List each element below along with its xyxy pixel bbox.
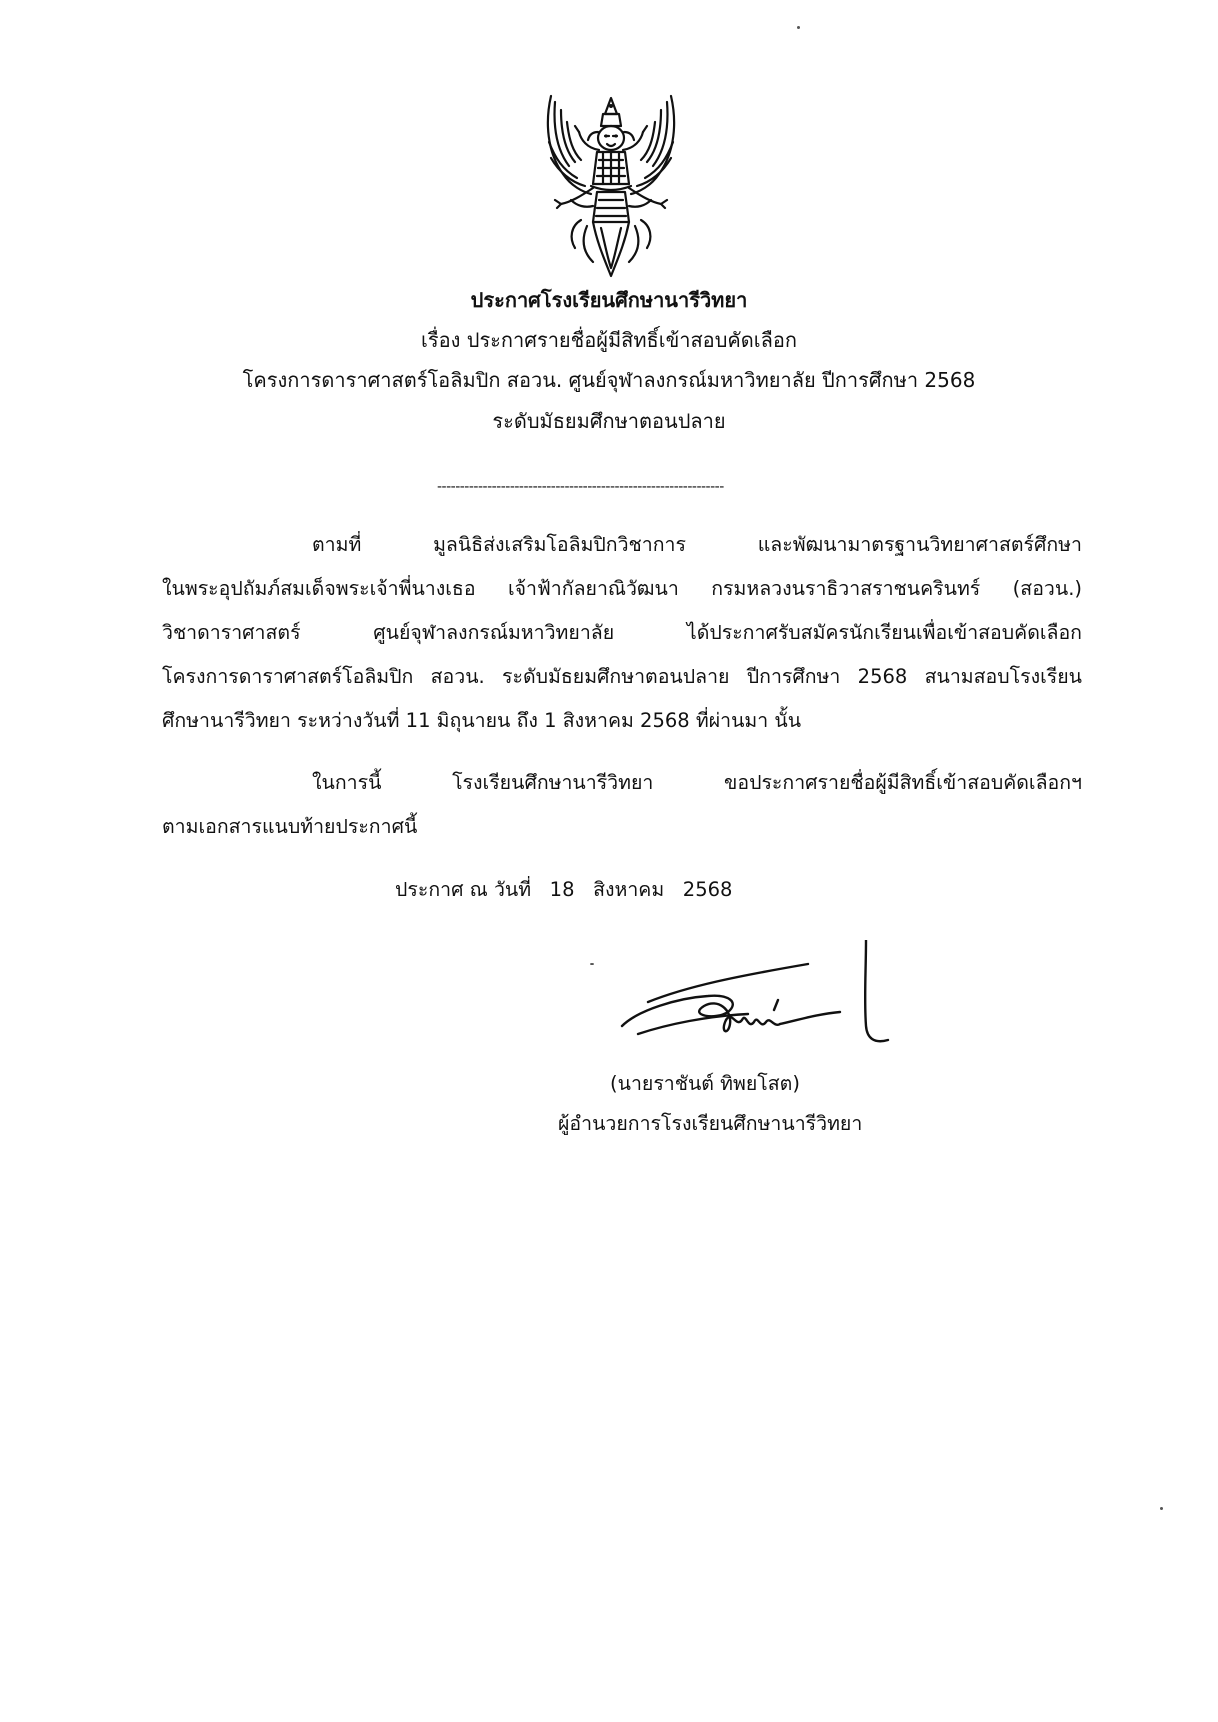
- paragraph-2-line-2: ตามเอกสารแนบท้ายประกาศนี้: [162, 815, 418, 838]
- paragraph-1-line-4: โครงการดาราศาสตร์โอลิมปิก สอวน. ระดับมัธยมศึกษาตอนปลาย ปีการศึกษา 2568 สนามสอบโรงเรียน: [162, 665, 1082, 688]
- announcement-project: โครงการดาราศาสตร์โอลิมปิก สอวน. ศูนย์จุฬาลงกรณ์มหาวิทยาลัย ปีการศึกษา 2568: [242, 368, 976, 392]
- scan-speck: [1160, 1507, 1163, 1510]
- scan-speck: [797, 26, 800, 29]
- announcement-title: ประกาศโรงเรียนศึกษานารีวิทยา: [470, 288, 748, 312]
- heading-separator: ---------------------------------------------------------------: [437, 479, 724, 495]
- announcement-date: ประกาศ ณ วันที่ 18 สิงหาคม 2568: [395, 878, 733, 901]
- paragraph-1-line-5: ศึกษานารีวิทยา ระหว่างวันที่ 11 มิถุนายน ถึง 1 สิงหาคม 2568 ที่ผ่านมา นั้น: [162, 709, 802, 732]
- announcement-level: ระดับมัธยมศึกษาตอนปลาย: [492, 409, 726, 433]
- paragraph-1-line-2: ในพระอุปถัมภ์สมเด็จพระเจ้าพี่นางเธอ เจ้าฟ้ากัลยาณิวัฒนา กรมหลวงนราธิวาสราชนครินทร์ (สอวน.): [162, 577, 1082, 600]
- signer-position: ผู้อำนวยการโรงเรียนศึกษานารีวิทยา: [558, 1112, 863, 1135]
- handwritten-signature-icon: [608, 940, 898, 1060]
- signer-name: (นายราชันต์ ทิพยโสต): [610, 1072, 800, 1095]
- paragraph-1-line-3: วิชาดาราศาสตร์ ศูนย์จุฬาลงกรณ์มหาวิทยาลัย ได้ประกาศรับสมัครนักเรียนเพื่อเข้าสอบคัดเลือก: [162, 621, 1082, 644]
- announcement-subject: เรื่อง ประกาศรายชื่อผู้มีสิทธิ์เข้าสอบคัดเลือก: [421, 328, 797, 352]
- garuda-emblem-icon: [541, 92, 681, 280]
- paragraph-1-line-1: ตามที่ มูลนิธิส่งเสริมโอลิมปิกวิชาการ และพัฒนามาตรฐานวิทยาศาสตร์ศึกษา: [312, 533, 1082, 556]
- scan-speck: [590, 963, 594, 965]
- paragraph-2-line-1: ในการนี้ โรงเรียนศึกษานารีวิทยา ขอประกาศรายชื่อผู้มีสิทธิ์เข้าสอบคัดเลือกฯ: [312, 771, 1082, 794]
